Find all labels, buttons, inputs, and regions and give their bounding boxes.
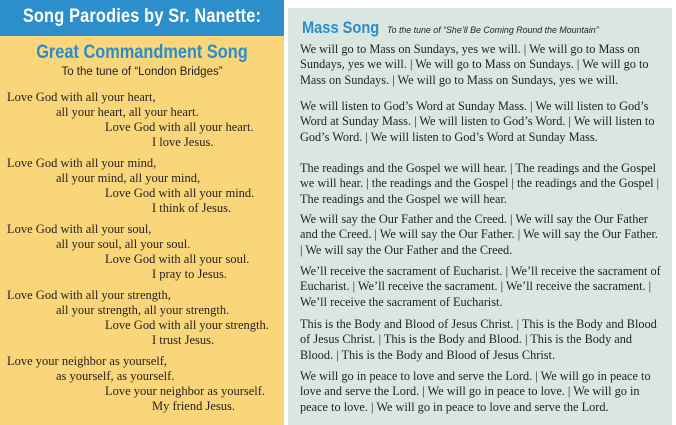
mass-song-heading <box>302 18 617 38</box>
verse-3 <box>7 222 287 282</box>
verse-line: Love God with all your mind, <box>7 156 157 170</box>
mass-song-verse-1: We will go to Mass on Sundays, yes we will. | We will go to Mass on Sundays, yes we will. | We will go to Mass on Sundays. | We will go to Mass on Sundays. | We will go to Mass on Sundays, yes we will. <box>300 42 649 87</box>
verse-1 <box>7 90 287 150</box>
song-tune-mass-song: To the tune of “She’ll Be Coming Round the Mountain” <box>386 25 599 36</box>
verse-4 <box>7 288 287 348</box>
verse-line: Love God with all your soul. <box>105 252 250 266</box>
song-title-great-commandment: Great Commandment Song <box>36 42 248 63</box>
mass-song-verse-4: We will say the Our Father and the Creed. | We will say the Our Father and the Creed. | We will say the Our Father. | We will say the Our Father. | We will say the Our Father and the Creed. <box>300 212 658 257</box>
mass-song-verse-7: We will go in peace to love and serve the Lord. | We will go in peace to love and serve the Lord. | We will go in peace to love. | We will go in peace to love. | We will go in peace to love and serve the Lord. <box>300 369 651 414</box>
verse-line: Love God with all your soul, <box>7 222 152 236</box>
verse-line: Love God with all your heart. <box>105 120 254 134</box>
mass-song-verse-5: We’ll receive the sacrament of Eucharist. | We’ll receive the sacrament of Eucharist. | We’ll receive the sacrament. | We’ll receive the sacrament. | We’ll receive the sacrament of Eucharist. <box>300 264 661 309</box>
verse-line: all your soul, all your soul. <box>56 237 191 251</box>
mass-song-verse-3: The readings and the Gospel we will hear. | The readings and the Gospel we will hear. | the readings and the Gospel | the readings and the Gospel | The readings and the Gospel we will hear. <box>300 161 660 206</box>
verse-line: My friend Jesus. <box>152 399 235 413</box>
verse-line: Love your neighbor as yourself. <box>105 384 266 398</box>
verse-line: I pray to Jesus. <box>152 267 227 281</box>
verse-5 <box>7 354 287 414</box>
verse-line: Love your neighbor as yourself, <box>7 354 168 368</box>
verse-line: Love God with all your heart, <box>7 90 156 104</box>
verse-line: all your strength, all your strength. <box>56 303 230 317</box>
mass-song-verse-2: We will listen to God’s Word at Sunday Mass. | We will listen to God’s Word at Sunday Mass. | We will listen to God’s Word. | We will listen to God’s Word. | We will listen to God’s Word at Sunday Mass. <box>300 99 655 144</box>
verse-line: I trust Jesus. <box>152 333 215 347</box>
verse-line: Love God with all your strength, <box>7 288 171 302</box>
verse-2 <box>7 156 287 216</box>
verse-line: as yourself, as yourself. <box>56 369 175 383</box>
great-commandment-panel <box>0 0 284 425</box>
song-tune-great-commandment: To the tune of “London Bridges” <box>61 66 223 78</box>
verse-line: Love God with all your mind. <box>105 186 255 200</box>
verse-line: I think of Jesus. <box>152 201 232 215</box>
song-title-mass-song: Mass Song <box>302 18 380 37</box>
verse-line: all your heart, all your heart. <box>56 105 199 119</box>
mass-song-panel <box>288 8 672 425</box>
verse-line: I love Jesus. <box>152 135 214 149</box>
series-header-bar <box>0 0 284 36</box>
mass-song-verse-6: This is the Body and Blood of Jesus Christ. | This is the Body and Blood of Jesus Christ. | This is the Body and Blood. | This is the Body and Blood. | This is the Body and Blood of Jesus Christ. <box>300 317 657 362</box>
verse-line: all your mind, all your mind, <box>56 171 201 185</box>
verse-line: Love God with all your strength. <box>105 318 269 332</box>
series-header-title: Song Parodies by Sr. Nanette: <box>22 6 262 27</box>
